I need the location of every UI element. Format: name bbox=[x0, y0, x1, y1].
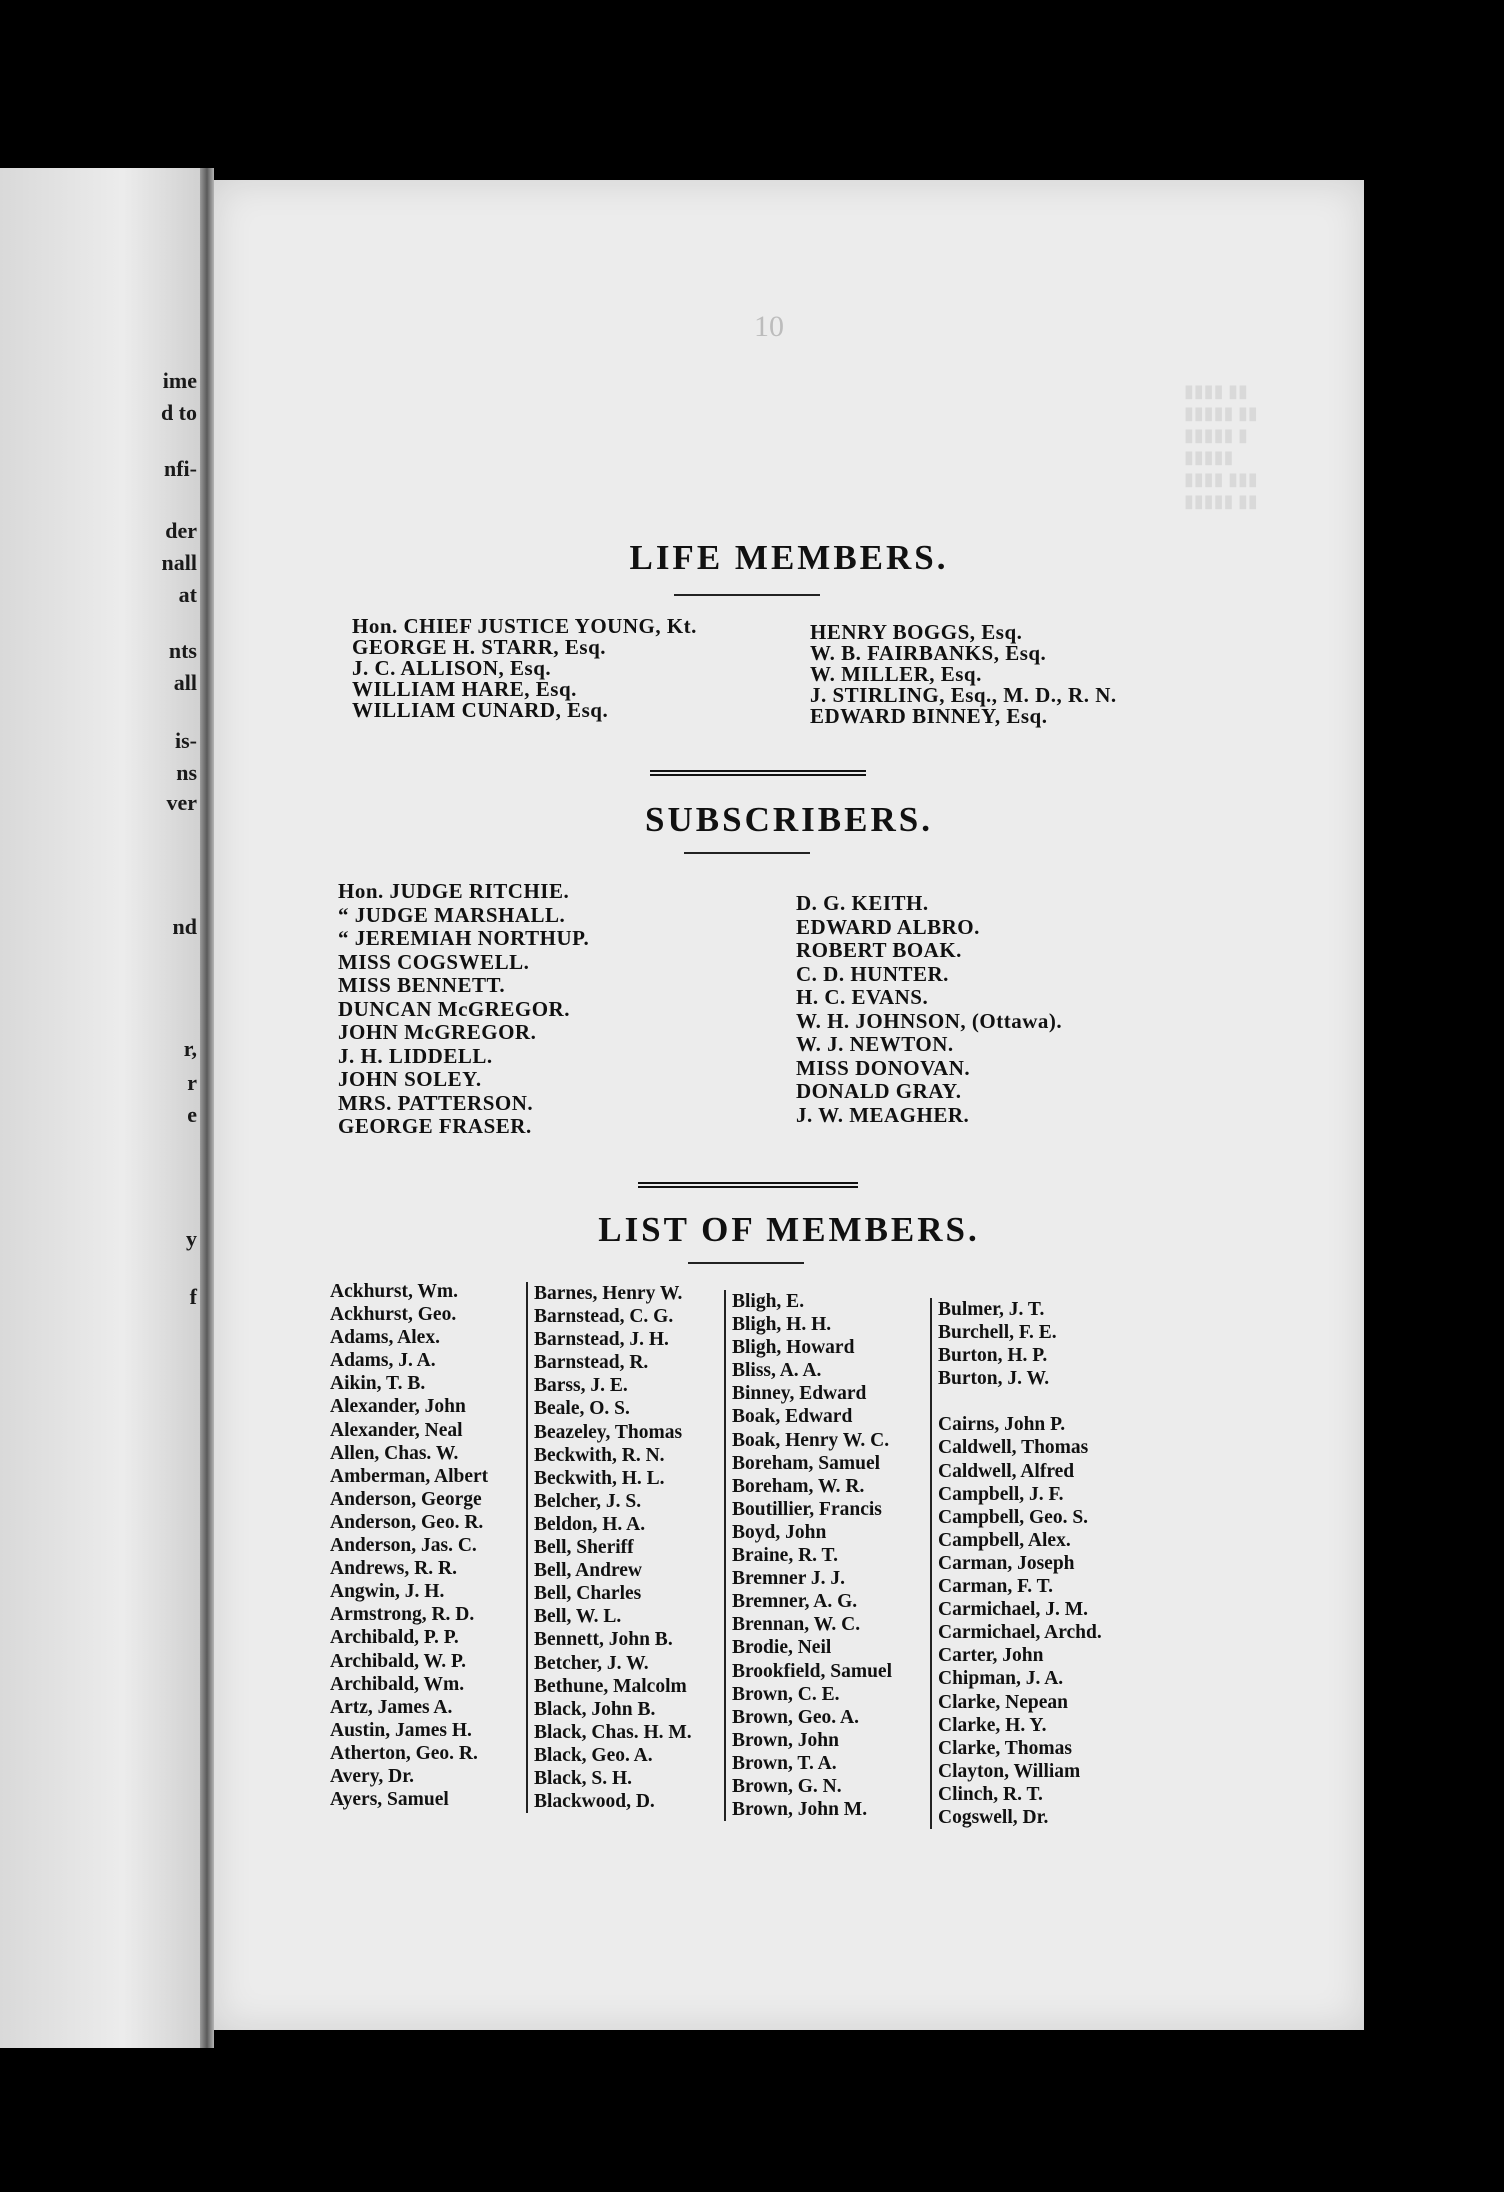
subscriber-name: EDWARD ALBRO. bbox=[796, 914, 980, 939]
member-name: Carmichael, Archd. bbox=[938, 1622, 1102, 1644]
member-name: Barnstead, C. G. bbox=[534, 1306, 674, 1328]
member-name: Carman, Joseph bbox=[938, 1552, 1075, 1574]
member-name: Burton, H. P. bbox=[938, 1345, 1048, 1367]
subscriber-name: J. W. MEAGHER. bbox=[796, 1102, 970, 1127]
life-member-name: J. C. ALLISON, Esq. bbox=[352, 656, 552, 680]
subscriber-name: C. D. HUNTER. bbox=[796, 961, 949, 986]
member-name: Bethune, Malcolm bbox=[534, 1675, 687, 1697]
subscriber-name: H. C. EVANS. bbox=[796, 985, 929, 1009]
subscribers-left-column bbox=[338, 880, 589, 1139]
left-page-edge bbox=[0, 168, 205, 2048]
member-name: Cogswell, Dr. bbox=[938, 1806, 1049, 1828]
member-name: Boak, Henry W. C. bbox=[732, 1429, 890, 1451]
document-page bbox=[214, 180, 1364, 2030]
member-name: Adams, Alex. bbox=[330, 1327, 440, 1349]
member-name: Alexander, Neal bbox=[330, 1419, 463, 1441]
subscriber-name: D. G. KEITH. bbox=[796, 891, 929, 915]
member-name: Carmichael, J. M. bbox=[938, 1599, 1089, 1621]
life-member-name: W. B. FAIRBANKS, Esq. bbox=[810, 641, 1047, 665]
member-name: Braine, R. T. bbox=[732, 1545, 838, 1567]
member-name: Brown, C. E. bbox=[732, 1683, 840, 1705]
member-name: Artz, James A. bbox=[330, 1696, 453, 1718]
member-name: Atherton, Geo. R. bbox=[330, 1742, 478, 1764]
member-name: Bremner J. J. bbox=[732, 1568, 846, 1590]
member-name: Caldwell, Alfred bbox=[938, 1460, 1075, 1482]
left-page-fragment: nd bbox=[172, 914, 197, 939]
member-name: Archibald, Wm. bbox=[330, 1673, 465, 1695]
member-name: Beckwith, R. N. bbox=[534, 1444, 665, 1466]
left-page-fragment: all bbox=[173, 670, 197, 695]
member-name: Beldon, H. A. bbox=[534, 1513, 646, 1535]
life-member-name: EDWARD BINNEY, Esq. bbox=[810, 704, 1048, 728]
member-name: Bell, Andrew bbox=[534, 1560, 642, 1582]
member-name: Angwin, J. H. bbox=[330, 1581, 445, 1603]
member-name: Barnes, Henry W. bbox=[534, 1283, 683, 1304]
subscriber-name: MISS BENNETT. bbox=[338, 973, 506, 997]
member-name: Campbell, Geo. S. bbox=[938, 1506, 1089, 1528]
member-name: Alexander, John bbox=[330, 1396, 466, 1418]
subscriber-name: GEORGE FRASER. bbox=[338, 1114, 532, 1138]
life-member-name: WILLIAM HARE, Esq. bbox=[352, 677, 577, 701]
member-name: Belcher, J. S. bbox=[534, 1490, 642, 1512]
member-name: Boreham, Samuel bbox=[732, 1452, 881, 1474]
member-name: Avery, Dr. bbox=[330, 1765, 414, 1787]
life-member-name: J. STIRLING, Esq., M. D., R. N. bbox=[810, 683, 1117, 707]
member-name: Bennett, John B. bbox=[534, 1629, 673, 1651]
bleed-through-texture: ▮▮▮▮ ▮▮ ▮▮▮▮▮ ▮▮ ▮▮▮▮▮ ▮ ▮▮▮▮▮ ▮▮▮▮ ▮▮▮ ▮▮▮▮▮ ▮▮ bbox=[1184, 381, 1258, 511]
life-members-title: LIFE MEMBERS. bbox=[629, 538, 949, 577]
member-name: Black, Chas. H. M. bbox=[534, 1721, 692, 1743]
member-name: Blackwood, D. bbox=[534, 1791, 655, 1813]
subscriber-name: “ JEREMIAH NORTHUP. bbox=[338, 926, 590, 950]
life-member-name: WILLIAM CUNARD, Esq. bbox=[352, 698, 609, 722]
members-column-3 bbox=[724, 1290, 892, 1821]
letter-group-gap bbox=[938, 1390, 1102, 1413]
left-page-fragment: ns bbox=[176, 760, 197, 785]
life-member-name: GEORGE H. STARR, Esq. bbox=[352, 635, 606, 659]
member-name: Black, John B. bbox=[534, 1698, 656, 1720]
left-page-fragment: ver bbox=[166, 790, 197, 815]
member-name: Adams, J. A. bbox=[330, 1350, 436, 1372]
subscriber-name: DUNCAN McGREGOR. bbox=[338, 996, 570, 1021]
member-name: Archibald, W. P. bbox=[330, 1650, 467, 1672]
member-name: Clayton, William bbox=[938, 1760, 1081, 1782]
life-member-name: HENRY BOGGS, Esq. bbox=[810, 620, 1023, 644]
section-divider bbox=[650, 770, 866, 778]
member-name: Campbell, J. F. bbox=[938, 1483, 1064, 1505]
member-name: Carman, F. T. bbox=[938, 1576, 1054, 1598]
title-underline bbox=[684, 852, 810, 854]
member-name: Burton, J. W. bbox=[938, 1368, 1050, 1390]
member-name: Brown, John M. bbox=[732, 1799, 868, 1821]
member-name: Brown, Geo. A. bbox=[732, 1706, 859, 1728]
left-page-fragment: r bbox=[187, 1070, 197, 1095]
subscriber-name: MISS COGSWELL. bbox=[338, 949, 530, 974]
member-name: Brown, T. A. bbox=[732, 1752, 837, 1774]
member-name: Clinch, R. T. bbox=[938, 1783, 1043, 1805]
member-name: Allen, Chas. W. bbox=[330, 1442, 459, 1464]
member-name: Ackhurst, Geo. bbox=[330, 1304, 457, 1326]
member-name: Betcher, J. W. bbox=[534, 1652, 649, 1674]
member-name: Barnstead, R. bbox=[534, 1352, 649, 1374]
member-name: Anderson, Geo. R. bbox=[330, 1511, 484, 1533]
member-name: Burchell, F. E. bbox=[938, 1322, 1057, 1344]
member-name: Brodie, Neil bbox=[732, 1637, 832, 1659]
member-name: Archibald, P. P. bbox=[330, 1627, 459, 1649]
subscribers-right-column bbox=[796, 892, 1062, 1127]
member-name: Clarke, Nepean bbox=[938, 1691, 1068, 1713]
subscriber-name: J. H. LIDDELL. bbox=[338, 1043, 493, 1068]
member-name: Ackhurst, Wm. bbox=[330, 1281, 459, 1302]
member-name: Beale, O. S. bbox=[534, 1398, 630, 1420]
member-name: Bligh, H. H. bbox=[732, 1314, 832, 1336]
left-page-fragment: y bbox=[186, 1226, 197, 1251]
subscriber-name: ROBERT BOAK. bbox=[796, 938, 962, 962]
left-page-fragment: ime bbox=[162, 368, 197, 393]
subscriber-name: JOHN SOLEY. bbox=[338, 1067, 482, 1091]
member-name: Brennan, W. C. bbox=[732, 1614, 861, 1636]
member-name: Aikin, T. B. bbox=[330, 1373, 426, 1395]
member-name: Boyd, John bbox=[732, 1521, 827, 1543]
member-name: Beazeley, Thomas bbox=[534, 1421, 683, 1443]
member-name: Clarke, Thomas bbox=[938, 1737, 1072, 1759]
member-name: Amberman, Albert bbox=[330, 1465, 489, 1487]
member-name: Brookfield, Samuel bbox=[732, 1660, 892, 1682]
left-page-fragment: nfi- bbox=[164, 456, 197, 481]
left-page-fragment: is- bbox=[175, 728, 197, 753]
member-name: Black, S. H. bbox=[534, 1767, 633, 1789]
member-name: Carter, John bbox=[938, 1645, 1044, 1667]
member-name: Boreham, W. R. bbox=[732, 1475, 865, 1497]
member-name: Anderson, George bbox=[330, 1488, 482, 1510]
member-name: Brown, G. N. bbox=[732, 1775, 842, 1797]
title-underline bbox=[688, 1262, 804, 1264]
member-name: Armstrong, R. D. bbox=[330, 1604, 475, 1626]
member-name: Bell, W. L. bbox=[534, 1606, 622, 1628]
title-underline bbox=[674, 594, 820, 596]
subscriber-name: MISS DONOVAN. bbox=[796, 1055, 971, 1080]
members-column-2 bbox=[526, 1282, 692, 1813]
member-name: Boutillier, Francis bbox=[732, 1498, 882, 1520]
left-page-fragment: at bbox=[178, 582, 197, 607]
life-member-name: Hon. CHIEF JUSTICE YOUNG, Kt. bbox=[352, 614, 697, 638]
member-name: Boak, Edward bbox=[732, 1406, 853, 1428]
member-name: Ayers, Samuel bbox=[330, 1789, 449, 1811]
member-name: Bell, Charles bbox=[534, 1583, 642, 1605]
subscriber-name: DONALD GRAY. bbox=[796, 1079, 962, 1103]
subscriber-name: W. H. JOHNSON, (Ottawa). bbox=[796, 1008, 1063, 1033]
left-page-fragment: e bbox=[187, 1102, 197, 1127]
subscriber-name: Hon. JUDGE RITCHIE. bbox=[338, 879, 570, 903]
left-page-fragment: nts bbox=[168, 638, 197, 663]
member-name: Campbell, Alex. bbox=[938, 1529, 1071, 1551]
member-name: Binney, Edward bbox=[732, 1383, 867, 1405]
member-name: Cairns, John P. bbox=[938, 1414, 1066, 1436]
list-of-members-title: LIST OF MEMBERS. bbox=[598, 1210, 980, 1249]
left-page-fragment: nall bbox=[161, 550, 197, 575]
member-name: Caldwell, Thomas bbox=[938, 1437, 1089, 1459]
life-members-left-column bbox=[352, 616, 697, 721]
members-column-4 bbox=[930, 1298, 1102, 1829]
member-name: Austin, James H. bbox=[330, 1719, 472, 1741]
subscriber-name: MRS. PATTERSON. bbox=[338, 1090, 534, 1115]
member-name: Clarke, H. Y. bbox=[938, 1714, 1047, 1736]
member-name: Bligh, Howard bbox=[732, 1337, 855, 1359]
subscriber-name: “ JUDGE MARSHALL. bbox=[338, 902, 566, 927]
member-name: Bliss, A. A. bbox=[732, 1360, 822, 1382]
member-name: Beckwith, H. L. bbox=[534, 1467, 665, 1489]
member-name: Barnstead, J. H. bbox=[534, 1329, 669, 1351]
member-name: Chipman, J. A. bbox=[938, 1668, 1064, 1690]
member-name: Brown, John bbox=[732, 1729, 839, 1751]
member-name: Bligh, E. bbox=[732, 1291, 805, 1312]
member-name: Andrews, R. R. bbox=[330, 1558, 457, 1580]
subscriber-name: W. J. NEWTON. bbox=[796, 1032, 954, 1056]
member-name: Bremner, A. G. bbox=[732, 1591, 858, 1613]
page-gutter bbox=[200, 168, 214, 2048]
left-page-fragment: d to bbox=[160, 400, 197, 425]
subscribers-title: SUBSCRIBERS. bbox=[645, 800, 933, 839]
left-page-fragment: r, bbox=[183, 1036, 197, 1061]
member-name: Barss, J. E. bbox=[534, 1375, 628, 1397]
member-name: Anderson, Jas. C. bbox=[330, 1535, 477, 1557]
section-divider bbox=[638, 1182, 858, 1190]
member-name: Bulmer, J. T. bbox=[938, 1299, 1045, 1320]
left-page-fragment: f bbox=[189, 1284, 197, 1309]
subscriber-name: JOHN McGREGOR. bbox=[338, 1020, 537, 1044]
left-page-fragment: der bbox=[165, 518, 197, 543]
page-number: 10 bbox=[754, 310, 784, 343]
members-column-1 bbox=[330, 1280, 488, 1811]
member-name: Black, Geo. A. bbox=[534, 1744, 653, 1766]
life-member-name: W. MILLER, Esq. bbox=[810, 662, 982, 686]
life-members-right-column bbox=[810, 622, 1117, 727]
member-name: Bell, Sheriff bbox=[534, 1537, 634, 1559]
